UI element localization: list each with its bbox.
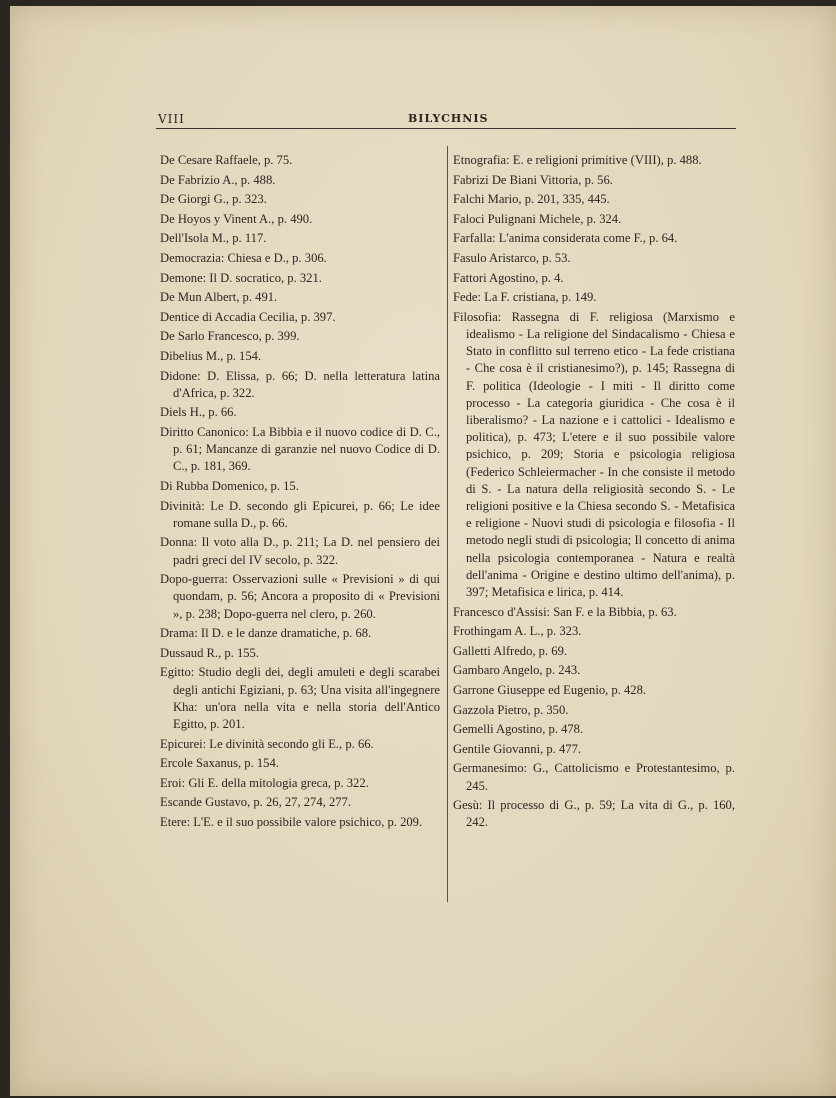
- index-entry: Frothingam A. L., p. 323.: [453, 624, 582, 639]
- index-entry: Donna: Il voto alla D., p. 211; La D. nel pensiero dei padri greci del IV secolo, p. 322.: [160, 535, 440, 567]
- index-entry: De Giorgi G., p. 323.: [160, 192, 267, 207]
- index-entry: Dentice di Accadia Cecilia, p. 397.: [160, 309, 336, 324]
- index-entry: Fattori Agostino, p. 4.: [453, 270, 564, 285]
- index-entry: Epicurei: Le divinità secondo gli E., p. 66.: [160, 736, 374, 751]
- index-entry: Dussaud R., p. 155.: [160, 645, 260, 660]
- column-divider: [447, 146, 448, 902]
- index-entry: De Mun Albert, p. 491.: [160, 290, 278, 305]
- index-entry: Egitto: Studio degli dei, degli amuleti e degli scarabei degli antichi Egiziani, p. 63; Una visita all'ingegnere Kha: un'ora nella vita e nella storia dell'Antico Egitto, p. 201.: [160, 665, 440, 731]
- index-entry: Faloci Pulignani Michele, p. 324.: [453, 211, 622, 226]
- index-entry: Germanesimo: G., Cattolicismo e Protestantesimo, p. 245.: [453, 761, 735, 793]
- index-entry: Filosofia: Rassegna di F. religiosa (Marxismo e idealismo - La religione del Sindacalismo - Chiesa e Stato in conflitto sul terreno etico - La fede cristiana - Che cosa è il cristianesimo?), p. 145; Rassegna di F. politica (Ideologie - I miti - Il diritto come processo - La categoria giuridica - Che cosa è il liberalismo? - La nazione e i cattolici - Idealismo e politica), p. 473; L'etere e il suo possibile valore psichico, p. 209; Storia e psicologia religiosa (Federico Schleiermacher - In che consiste il metodo di S. - La natura della religiosità secondo S. - Le religioni positive e la Chiesa secondo S. - Metafisica e religione - Nuovi studi di psicologia e filosofia - Il metodo negli studi di psicologia; Il concetto di anima nella psicologia contemporanea - Natura e realtà dell'anima - Origine e destino ultimo dell'anima), p. 397; Metafisica e lirica, p. 414.: [453, 309, 735, 599]
- index-entry: Gambaro Angelo, p. 243.: [453, 663, 581, 678]
- index-entry: Demone: Il D. socratico, p. 321.: [160, 270, 322, 285]
- running-title: BILYCHNIS: [408, 112, 489, 125]
- index-entry: Garrone Giuseppe ed Eugenio, p. 428.: [453, 682, 647, 697]
- index-entry: De Fabrizio A., p. 488.: [160, 172, 276, 187]
- index-entry: Etnografia: E. e religioni primitive (VIII), p. 488.: [453, 153, 702, 167]
- index-entry: De Hoyos y Vinent A., p. 490.: [160, 211, 313, 226]
- index-entry: Democrazia: Chiesa e D., p. 306.: [160, 250, 327, 265]
- index-entry: Escande Gustavo, p. 26, 27, 274, 277.: [160, 795, 351, 810]
- index-entry: Farfalla: L'anima considerata come F., p. 64.: [453, 231, 678, 246]
- index-entry: Gesù: Il processo di G., p. 59; La vita di G., p. 160, 242.: [453, 798, 735, 830]
- index-entry: Gemelli Agostino, p. 478.: [453, 722, 584, 737]
- index-entry: Dibelius M., p. 154.: [160, 348, 262, 363]
- index-entry: De Sarlo Francesco, p. 399.: [160, 329, 300, 344]
- index-entry: Di Rubba Domenico, p. 15.: [160, 478, 299, 493]
- index-entry: Dell'Isola M., p. 117.: [160, 231, 267, 246]
- index-entry: Fasulo Aristarco, p. 53.: [453, 250, 571, 265]
- index-entry: Fede: La F. cristiana, p. 149.: [453, 290, 597, 305]
- index-entry: Etere: L'E. e il suo possibile valore psichico, p. 209.: [160, 814, 423, 829]
- index-entry: Francesco d'Assisi: San F. e la Bibbia, p. 63.: [453, 604, 677, 619]
- index-entry: Gazzola Pietro, p. 350.: [453, 702, 569, 717]
- header-rule: [156, 128, 736, 129]
- index-entry: Falchi Mario, p. 201, 335, 445.: [453, 192, 610, 207]
- index-page: [10, 6, 836, 1096]
- index-entry: Diels H., p. 66.: [160, 405, 237, 420]
- index-entry: Didone: D. Elissa, p. 66; D. nella letteratura latina d'Africa, p. 322.: [160, 368, 440, 400]
- index-column-left: [160, 152, 440, 833]
- page-number: VIII: [158, 112, 185, 126]
- index-entry: Divinità: Le D. secondo gli Epicurei, p. 66; Le idee romane sulla D., p. 66.: [160, 498, 440, 530]
- index-entry: Eroi: Gli E. della mitologia greca, p. 322.: [160, 775, 369, 790]
- index-entry: Drama: Il D. e le danze dramatiche, p. 68.: [160, 626, 372, 641]
- index-entry: Dopo-guerra: Osservazioni sulle « Previsioni » di qui quondam, p. 56; Ancora a proposito di « Previsioni », p. 238; Dopo-guerra nel clero, p. 260.: [160, 572, 440, 621]
- index-entry: Galletti Alfredo, p. 69.: [453, 643, 568, 658]
- index-column-right: [453, 152, 735, 834]
- index-entry: De Cesare Raffaele, p. 75.: [160, 153, 293, 167]
- index-entry: Fabrizi De Biani Vittoria, p. 56.: [453, 172, 613, 187]
- index-entry: Diritto Canonico: La Bibbia e il nuovo codice di D. C., p. 61; Mancanze di garanzie nel nuovo Codice di D. C., p. 181, 369.: [160, 424, 440, 474]
- index-entry: Ercole Saxanus, p. 154.: [160, 756, 279, 771]
- index-entry: Gentile Giovanni, p. 477.: [453, 741, 582, 756]
